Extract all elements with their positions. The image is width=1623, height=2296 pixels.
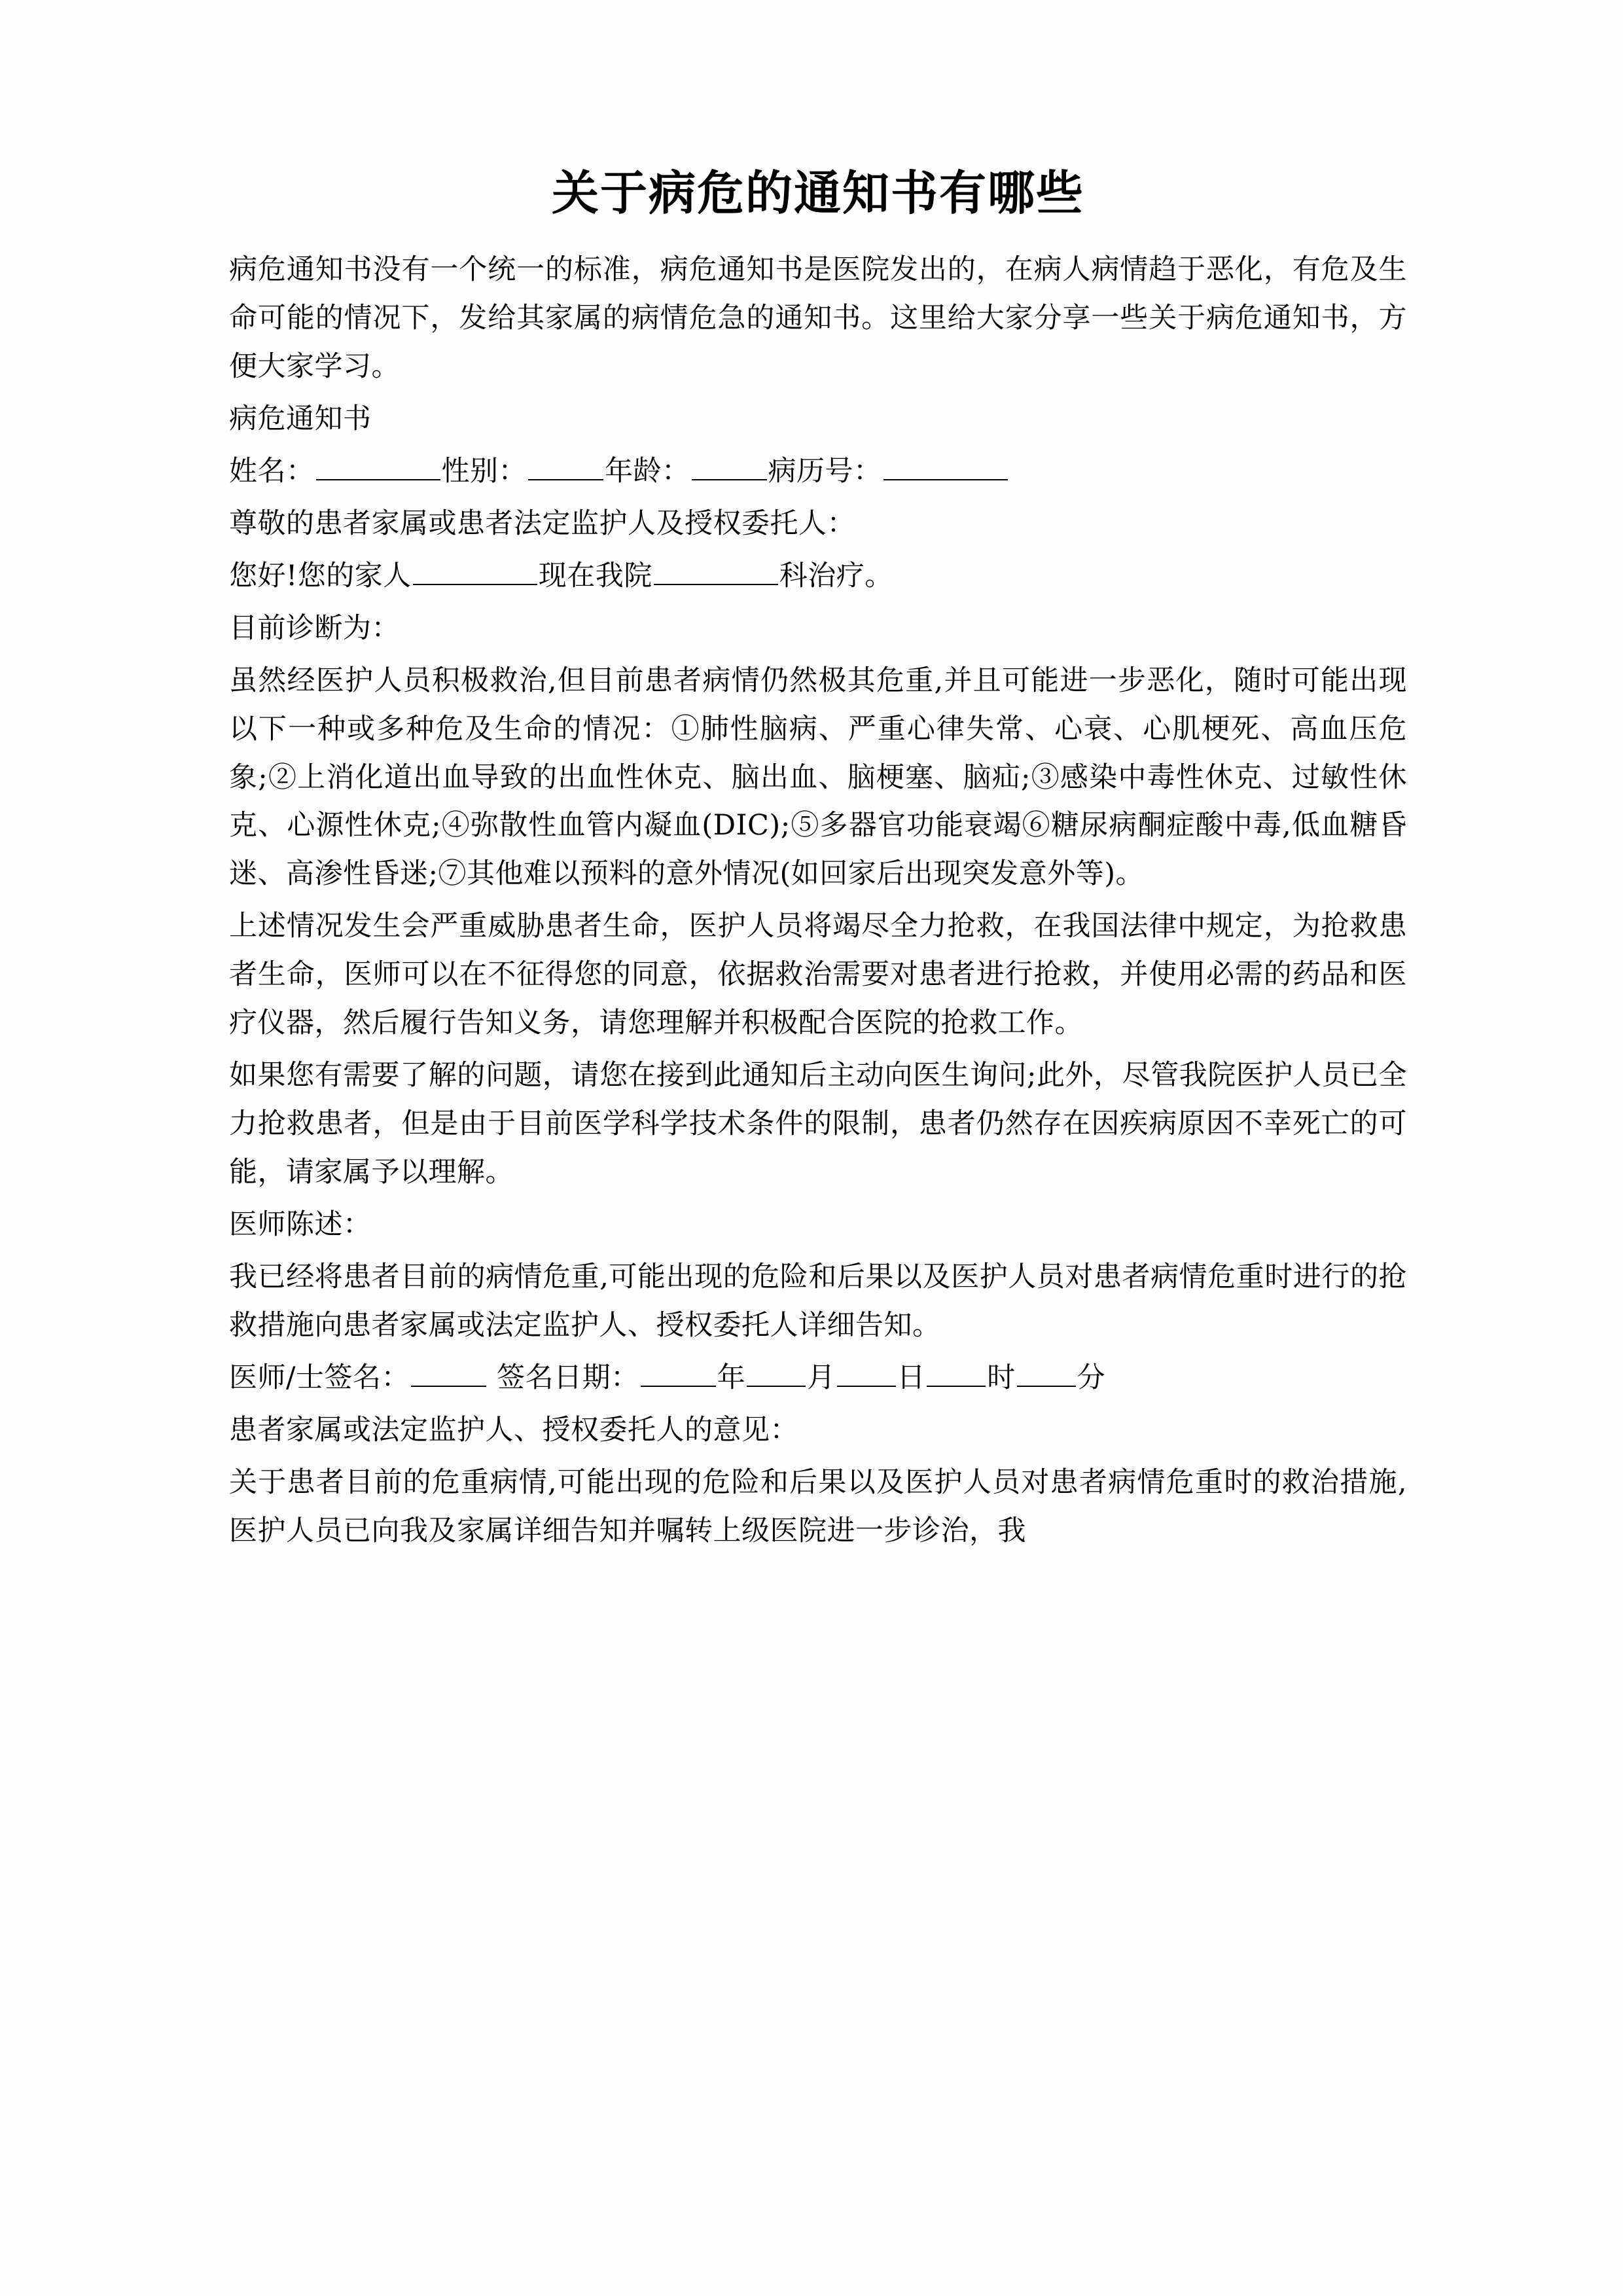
unit-year: 年: [717, 1361, 746, 1394]
label-sex: 性别：: [441, 454, 527, 488]
page-title: 关于病危的通知书有哪些: [551, 166, 1084, 221]
doctor-statement-label: 医师陈述：: [229, 1208, 372, 1242]
signature-line: [229, 1354, 1407, 1403]
input-signature[interactable]: [411, 1355, 486, 1387]
doctor-statement-text: 我已经将患者目前的病情危重,可能出现的危险和后果以及医护人员对患者病情危重时进行的抢救措施向患者家属或法定监护人、授权委托人详细告知。: [229, 1261, 1407, 1342]
intro-paragraph: 病危通知书没有一个统一的标准，病危通知书是医院发出的，在病人病情趋于恶化，有危及生命可能的情况下，发给其家属的病情危急的通知书。这里给大家分享一些关于病危通知书，方便大家学习。: [229, 253, 1407, 383]
input-month[interactable]: [747, 1355, 806, 1387]
input-year[interactable]: [641, 1355, 716, 1387]
diagnosis-label: 目前诊断为：: [229, 611, 400, 645]
unit-minute: 分: [1077, 1361, 1106, 1394]
unit-day: 日: [897, 1361, 926, 1394]
greeting-suffix: 科治疗。: [779, 559, 893, 592]
greeting-middle: 现在我院: [538, 559, 652, 592]
unit-month: 月: [807, 1361, 836, 1394]
input-family-member[interactable]: [413, 552, 537, 584]
label-record-number: 病历号：: [768, 454, 882, 488]
label-age: 年龄：: [605, 454, 690, 488]
input-day[interactable]: [837, 1355, 896, 1387]
input-minute[interactable]: [1017, 1355, 1076, 1387]
condition-paragraph: 虽然经医护人员积极救治,但目前患者病情仍然极其危重,并且可能进一步恶化，随时可能出现以下一种或多种危及生命的情况：①肺性脑病、严重心律失常、心衰、心肌梗死、高血压危象;②上消化道出血导致的出血性休克、脑出血、脑梗塞、脑疝;③感染中毒性休克、过敏性休克、心源性休克;④弥散性血管内凝血(DIC);⑤多器官功能衰竭⑥糖尿病酮症酸中毒,低血糖昏迷、高渗性昏迷;⑦其他难以预料的意外情况(如回家后出现突发意外等)。: [229, 664, 1407, 891]
questions-paragraph: 如果您有需要了解的问题，请您在接到此通知后主动向医生询问;此外，尽管我院医护人员已全力抢救患者，但是由于目前医学科学技术条件的限制，患者仍然存在因疾病原因不幸死亡的可能，请家属予以理解。: [229, 1059, 1407, 1189]
unit-hour: 时: [987, 1361, 1016, 1394]
input-age[interactable]: [692, 448, 767, 480]
family-opinion-text: 关于患者目前的危重病情,可能出现的危险和后果以及医护人员对患者病情危重时的救治措施,医护人员已向我及家属详细告知并嘱转上级医院进一步诊治，我: [229, 1465, 1407, 1547]
input-record-number[interactable]: [883, 448, 1008, 480]
label-signature: 医师/士签名：: [229, 1361, 410, 1394]
greeting-prefix: 您好!您的家人: [229, 559, 412, 592]
input-name[interactable]: [316, 448, 440, 480]
patient-info-line: [229, 448, 1407, 496]
input-hour[interactable]: [927, 1355, 986, 1387]
salutation: 尊敬的患者家属或患者法定监护人及授权委托人：: [229, 507, 855, 540]
input-department[interactable]: [654, 552, 778, 584]
greeting-line: [229, 552, 1407, 601]
family-opinion-label: 患者家属或法定监护人、授权委托人的意见：: [229, 1413, 798, 1446]
input-sex[interactable]: [528, 448, 603, 480]
form-heading: 病危通知书: [229, 402, 372, 435]
label-sign-date: 签名日期：: [497, 1361, 639, 1394]
rescue-paragraph: 上述情况发生会严重威胁患者生命，医护人员将竭尽全力抢救，在我国法律中规定，为抢救患者生命，医师可以在不征得您的同意，依据救治需要对患者进行抢救，并使用必需的药品和医疗仪器，然后履行告知义务，请您理解并积极配合医院的抢救工作。: [229, 910, 1407, 1040]
label-name: 姓名：: [229, 454, 315, 488]
